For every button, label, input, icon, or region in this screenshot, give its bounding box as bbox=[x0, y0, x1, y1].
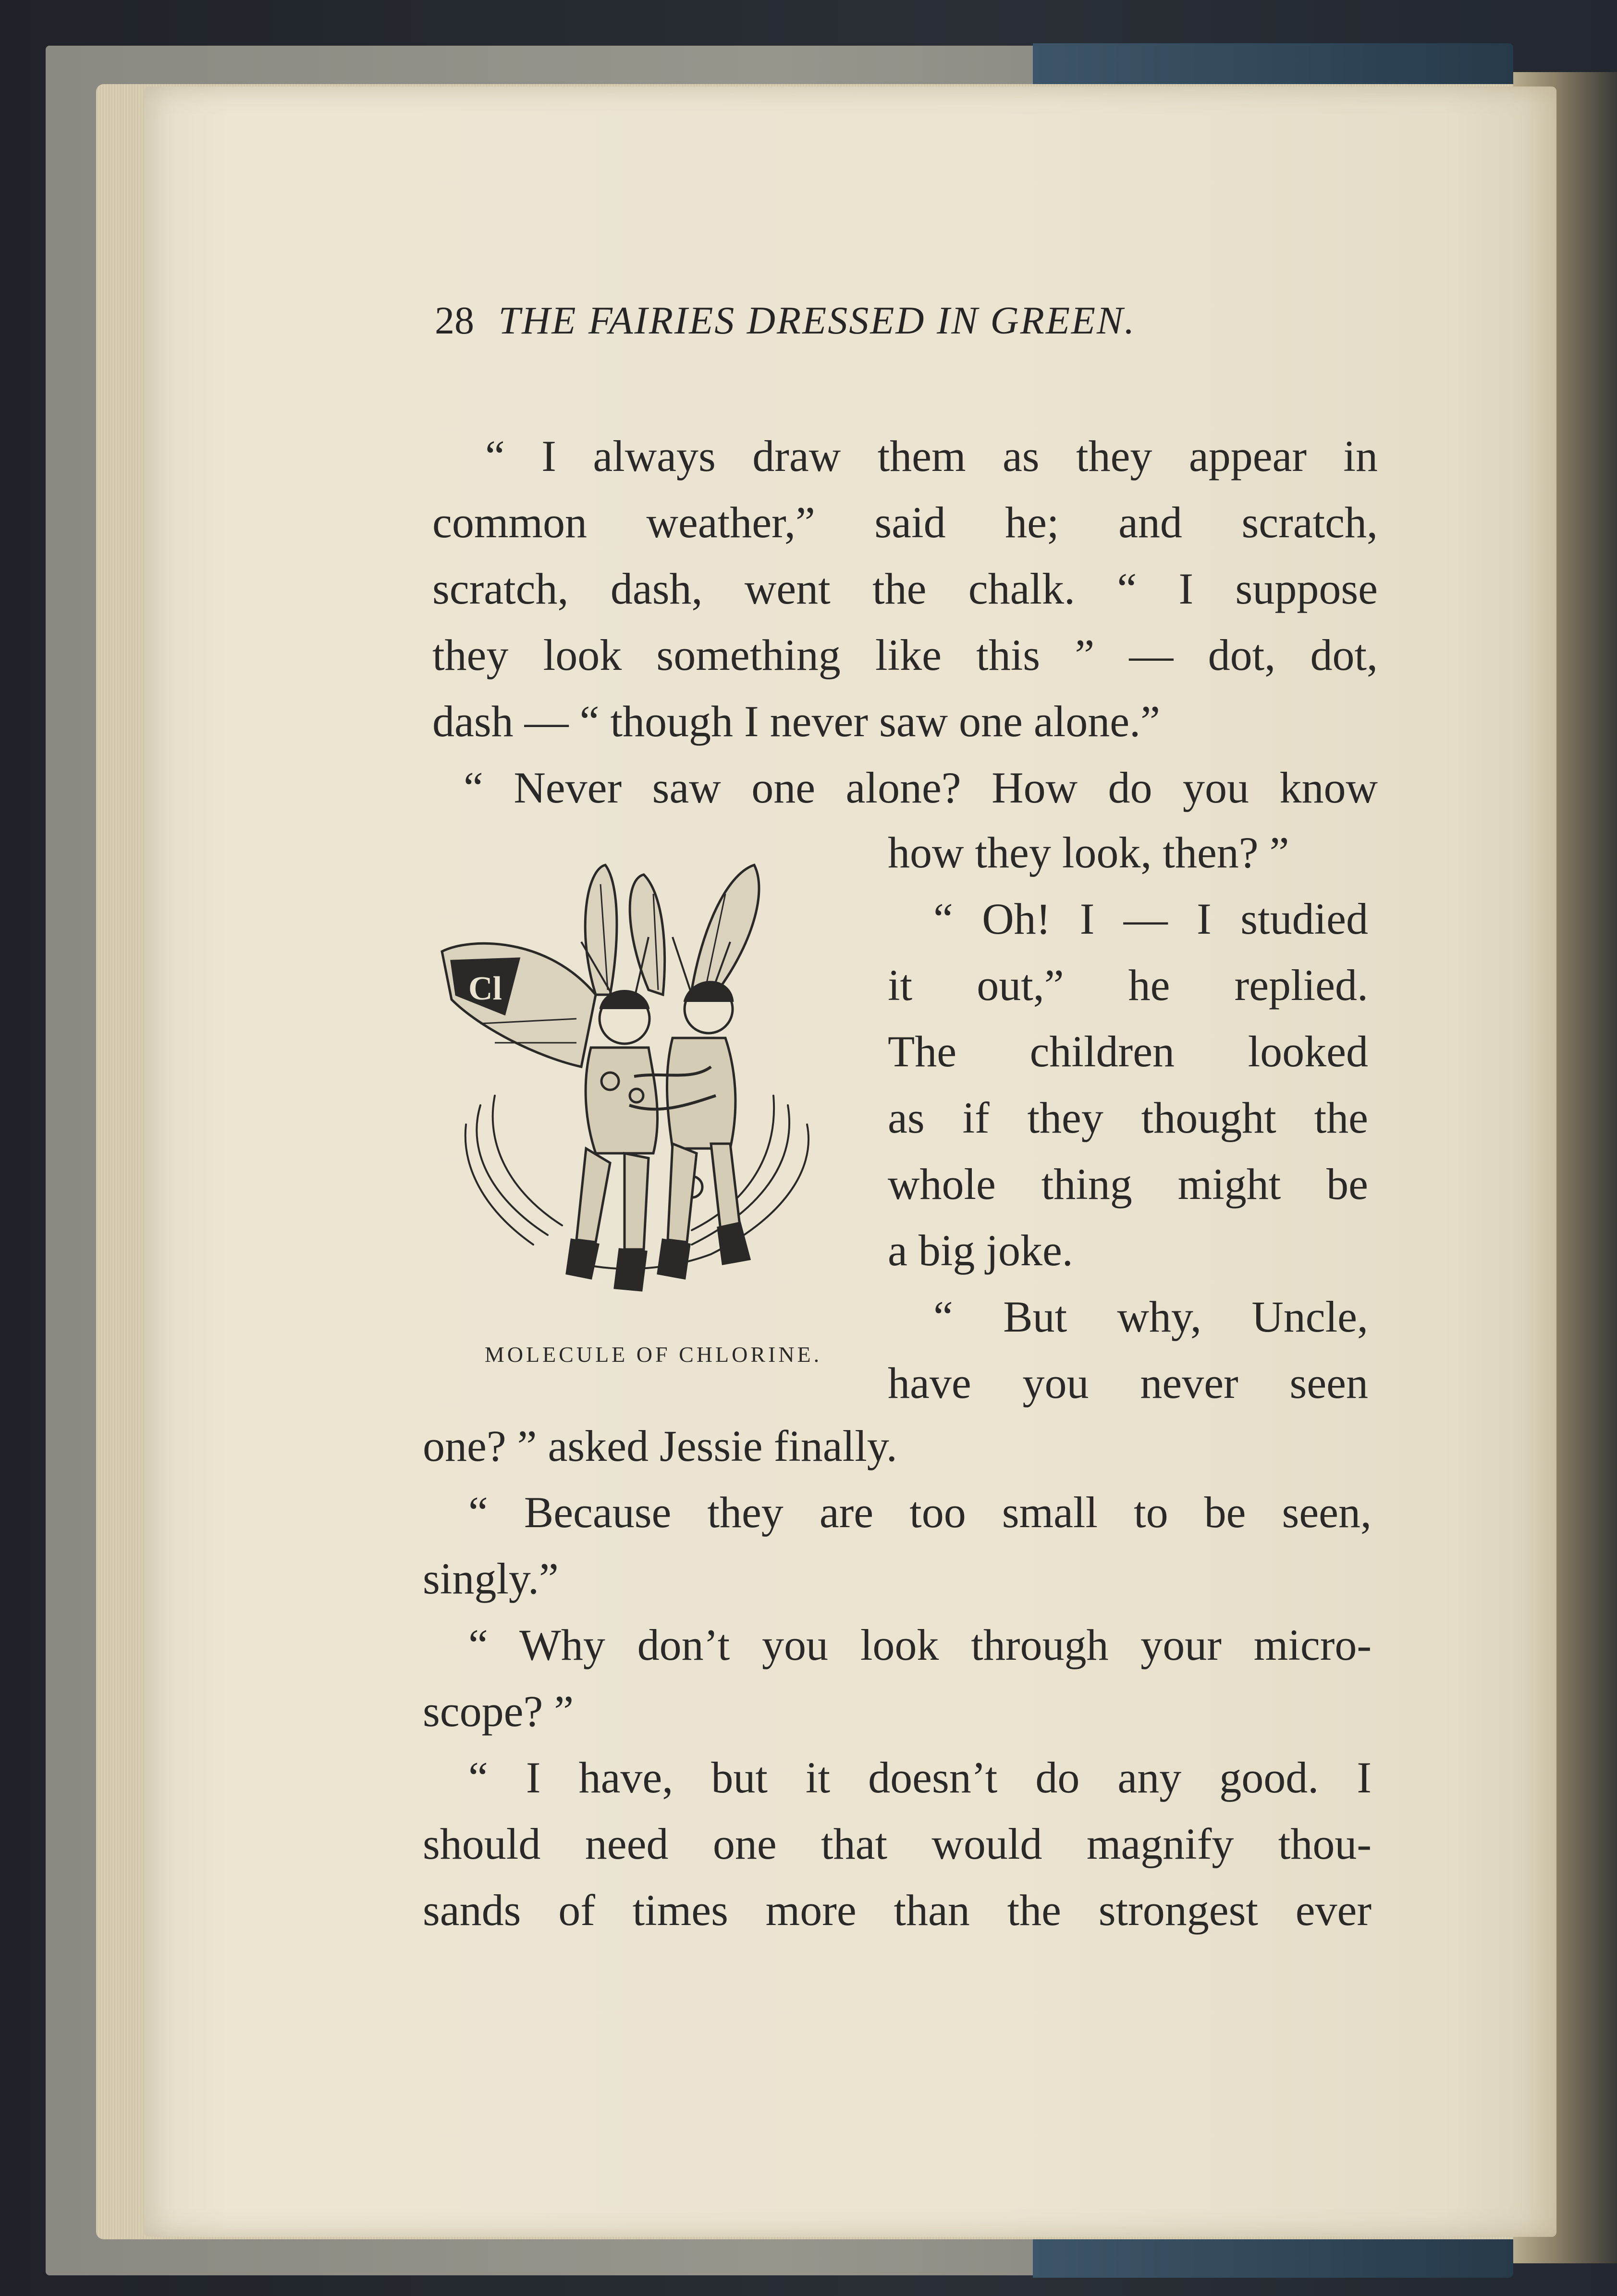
text-line: scratch, dash, went the chalk. “ I suppose bbox=[432, 564, 1378, 613]
text-line: how they look, then? ” bbox=[888, 828, 1289, 877]
swirl-line bbox=[477, 1105, 548, 1235]
text-line: have you never seen bbox=[888, 1358, 1368, 1407]
text-line: whole thing might be bbox=[888, 1160, 1368, 1209]
figure-caption: MOLECULE OF CHLORINE. bbox=[484, 1342, 822, 1367]
text-line: The children looked bbox=[888, 1027, 1368, 1076]
text-line: sands of times more than the strongest ever bbox=[423, 1886, 1372, 1935]
text-line: should need one that would magnify thou- bbox=[423, 1819, 1372, 1868]
running-header bbox=[435, 298, 1348, 351]
wing-label: Cl bbox=[468, 970, 502, 1007]
left-wing bbox=[442, 943, 596, 1067]
page-number: 28 bbox=[435, 298, 474, 342]
text-line: one? ” asked Jessie finally. bbox=[423, 1421, 897, 1470]
text-line: it out,” he replied. bbox=[888, 961, 1368, 1010]
running-title: THE FAIRIES DRESSED IN GREEN. bbox=[498, 298, 1136, 342]
text-line: “ Never saw one alone? How do you know bbox=[464, 763, 1378, 812]
text-line: “ Because they are too small to be seen, bbox=[468, 1488, 1372, 1537]
text-line: “ Why don’t you look through your micro- bbox=[468, 1620, 1372, 1669]
text-line: common weather,” said he; and scratch, bbox=[432, 498, 1378, 547]
text-line: “ I always draw them as they appear in bbox=[485, 432, 1378, 481]
fairy-illustration bbox=[423, 855, 855, 1317]
text-line: “ But why, Uncle, bbox=[933, 1292, 1368, 1341]
text-line: a big joke. bbox=[888, 1226, 1073, 1275]
text-line: “ Oh! I — I studied bbox=[933, 894, 1368, 943]
swirl-line bbox=[493, 1096, 562, 1225]
upper-wings bbox=[585, 865, 759, 1000]
text-line: as if they thought the bbox=[888, 1093, 1368, 1142]
text-line: “ I have, but it doesn’t do any good. I bbox=[468, 1753, 1372, 1802]
text-line: scope? ” bbox=[423, 1687, 574, 1736]
text-line: singly.” bbox=[423, 1554, 559, 1603]
text-block-bottom bbox=[423, 1413, 1372, 1943]
swirl-line bbox=[466, 1124, 533, 1245]
text-line: dash — “ though I never saw one alone.” bbox=[432, 697, 1160, 746]
fairy-right bbox=[658, 982, 749, 1278]
text-block-top bbox=[432, 423, 1378, 821]
text-line: they look something like this ” — dot, dot, bbox=[432, 630, 1378, 679]
text-block-right bbox=[888, 819, 1368, 1416]
